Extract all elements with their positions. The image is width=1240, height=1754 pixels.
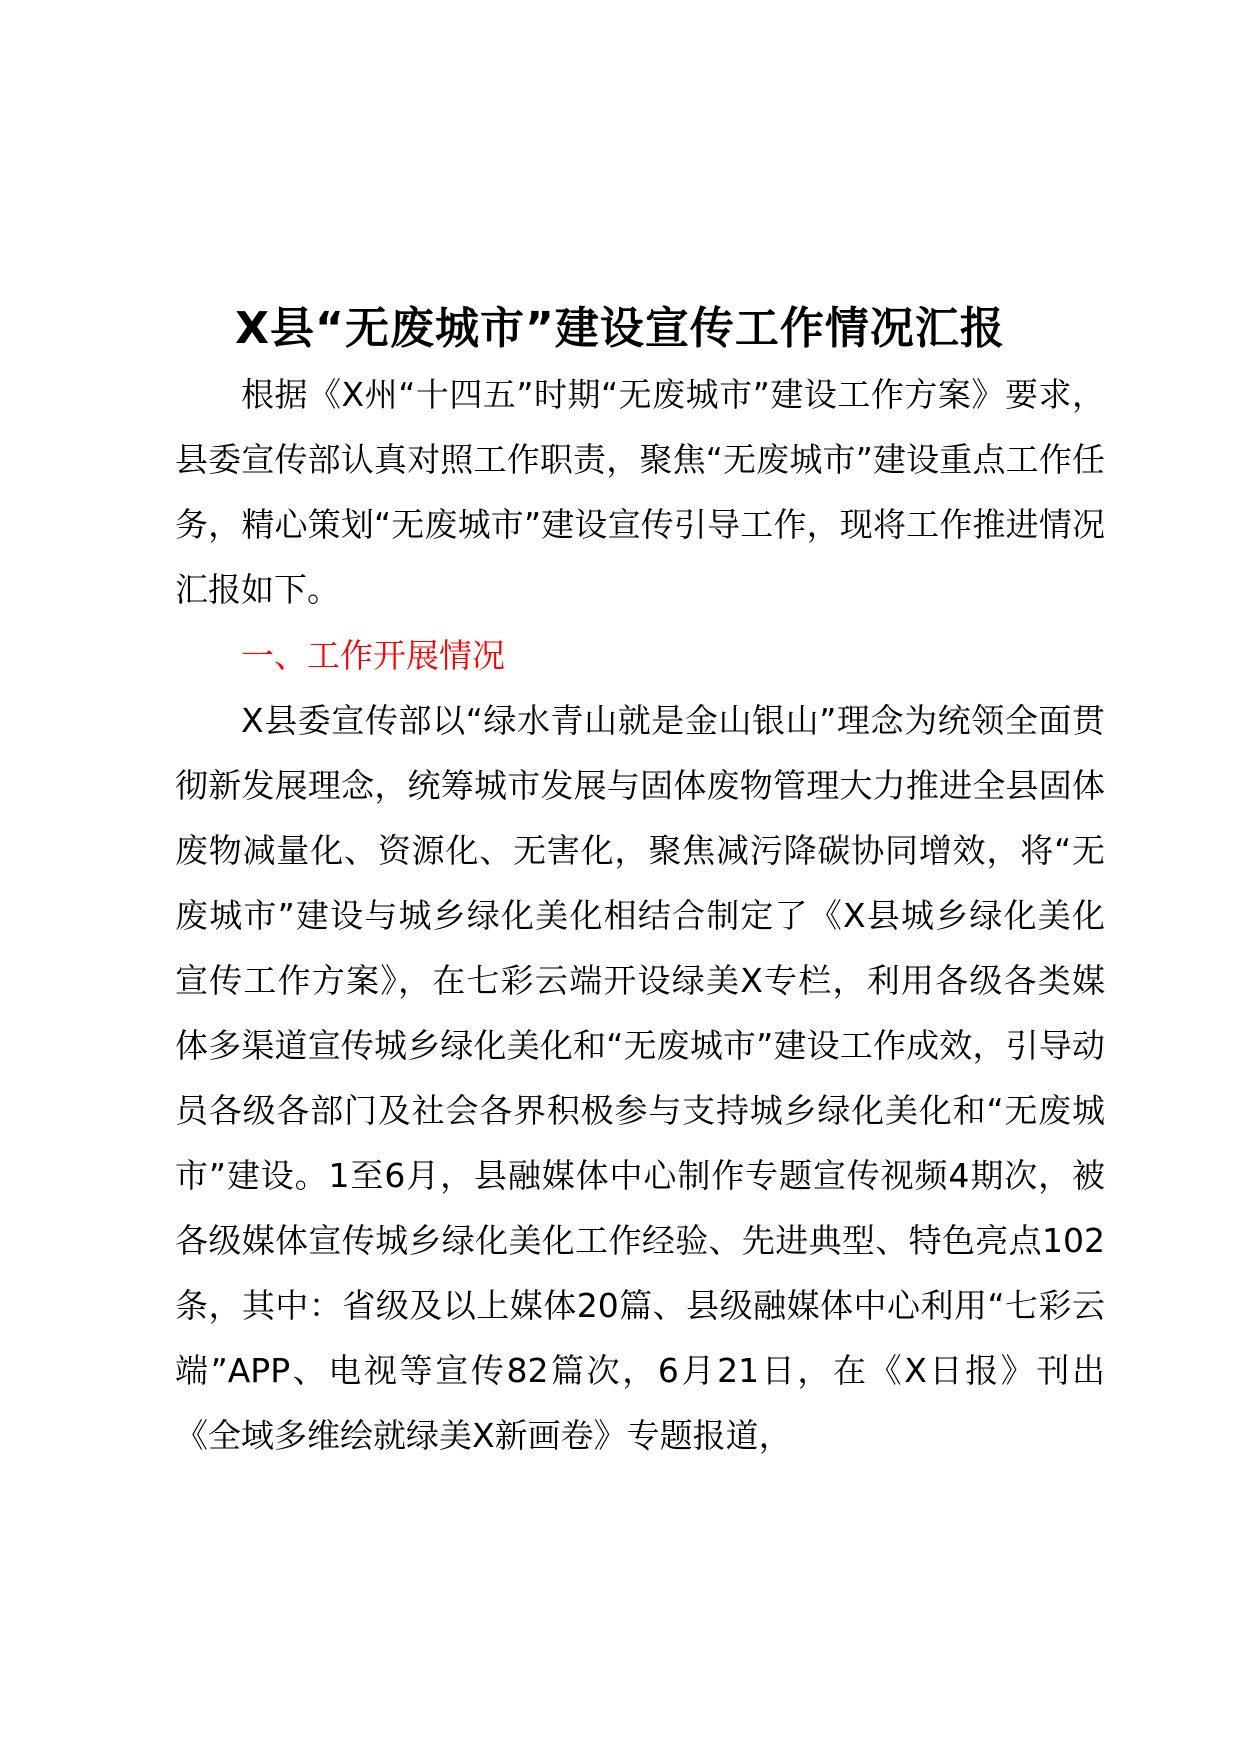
document-title: X县“无废城市”建设宣传工作情况汇报 xyxy=(235,303,1005,355)
intro-paragraph: 根据《X州“十四五”时期“无废城市”建设工作方案》要求，县委宣传部认真对照工作职责，聚焦“无废城市”建设重点工作任务，精心策划“无废城市”建设宣传引导工作，现将工作推进情况汇报如下。 xyxy=(175,375,1105,609)
section-heading: 一、工作开展情况 xyxy=(241,636,505,675)
body-paragraph: X县委宣传部以“绿水青山就是金山银山”理念为统领全面贯彻新发展理念，统筹城市发展与固体废物管理大力推进全县固体废物减量化、资源化、无害化，聚焦减污降碳协同增效，将“无废城市”建设与城乡绿化美化相结合制定了《X县城乡绿化美化宣传工作方案》，在七彩云端开设绿美X专栏，利用各级各类媒体多渠道宣传城乡绿化美化和“无废城市”建设工作成效，引导动员各级各部门及社会各界积极参与支持城乡绿化美化和“无废城市”建设。1至6月，县融媒体中心制作专题宣传视频4期次，被各级媒体宣传城乡绿化美化工作经验、先进典型、特色亮点102条，其中：省级及以上媒体20篇、县级融媒体中心利用“七彩云端”APP、电视等宣传82篇次，6月21日，在《X日报》刊出《全域多维绘就绿美X新画卷》专题报道， xyxy=(175,701,1105,1455)
